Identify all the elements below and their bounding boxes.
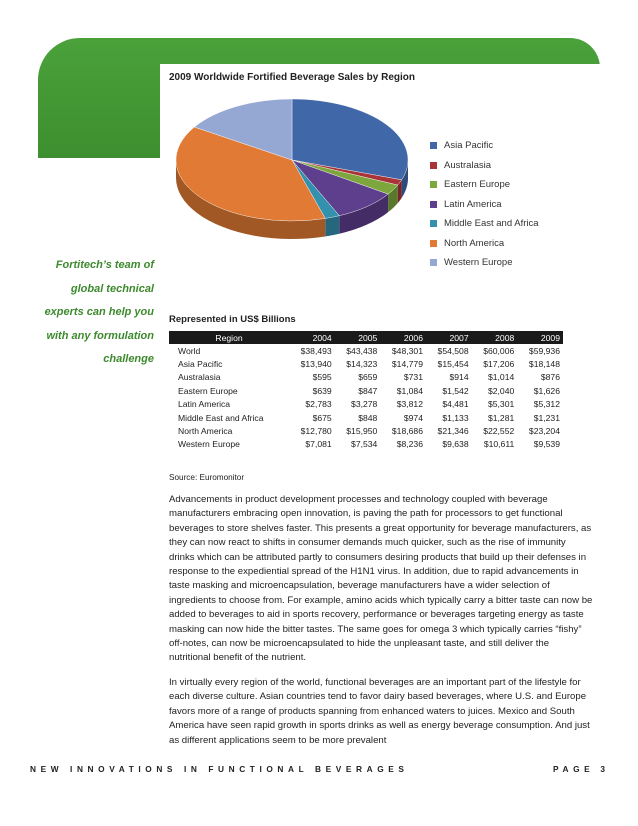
- table-cell: $1,542: [442, 385, 469, 396]
- table-cell: Middle East and Africa: [178, 412, 264, 423]
- table-cell: $847: [358, 385, 378, 396]
- table-header-cell: 2006: [380, 331, 426, 344]
- table-cell: $48,301: [391, 345, 423, 356]
- legend-item: [430, 214, 539, 234]
- table-row: [169, 384, 563, 397]
- table-cell: $3,278: [351, 399, 378, 410]
- table-cell: $7,081: [305, 439, 332, 450]
- table-cell: $974: [403, 412, 423, 423]
- table-cell: $7,534: [351, 439, 378, 450]
- table-cell: $14,779: [391, 359, 423, 370]
- legend-label: Middle East and Africa: [444, 218, 539, 230]
- legend-item: [430, 234, 539, 254]
- table-cell: $43,438: [346, 345, 378, 356]
- legend-label: Western Europe: [444, 257, 513, 269]
- legend-swatch: [430, 220, 437, 227]
- table-cell: $731: [403, 372, 423, 383]
- table-row: [169, 357, 563, 370]
- table-cell: $23,204: [528, 426, 560, 437]
- legend-swatch: [430, 142, 437, 149]
- table-header-cell: 2008: [472, 331, 518, 344]
- footer-page-label: PAGE: [553, 764, 595, 774]
- table-cell: $15,454: [437, 359, 469, 370]
- table-cell: $59,936: [528, 345, 560, 356]
- table-cell: Latin America: [178, 399, 231, 410]
- table-cell: $5,312: [533, 399, 560, 410]
- table-cell: World: [178, 345, 201, 356]
- table-cell: $639: [312, 385, 332, 396]
- table-cell: $2,783: [305, 399, 332, 410]
- legend-item: [430, 195, 539, 215]
- legend-swatch: [430, 240, 437, 247]
- legend-swatch: [430, 181, 437, 188]
- table-cell: Eastern Europe: [178, 385, 238, 396]
- table-cell: $9,638: [442, 439, 469, 450]
- table-cell: $914: [449, 372, 469, 383]
- table-cell: $876: [540, 372, 560, 383]
- pull-quote-line: experts can help you: [44, 306, 154, 318]
- pie-slice-side: [325, 216, 339, 237]
- legend-swatch: [430, 201, 437, 208]
- table-cell: $1,231: [533, 412, 560, 423]
- footer-page-number: 3: [600, 764, 605, 774]
- source-note: Source: Euromonitor: [169, 473, 245, 482]
- table-cell: $1,133: [442, 412, 469, 423]
- legend-label: Asia Pacific: [444, 140, 494, 152]
- table-cell: $18,686: [391, 426, 423, 437]
- table-cell: North America: [178, 426, 233, 437]
- table-cell: $60,006: [483, 345, 515, 356]
- legend-swatch: [430, 259, 437, 266]
- legend-label: Australasia: [444, 159, 491, 171]
- table-cell: $675: [312, 412, 332, 423]
- table-cell: $595: [312, 372, 332, 383]
- table-cell: $3,812: [396, 399, 423, 410]
- table-cell: Asia Pacific: [178, 359, 223, 370]
- table-header-cell: 2007: [426, 331, 472, 344]
- table-cell: $12,780: [300, 426, 332, 437]
- pull-quote-line: with any formulation: [46, 329, 154, 342]
- table-row: [169, 344, 563, 357]
- table-cell: $2,040: [487, 385, 515, 396]
- legend-label: Latin America: [444, 198, 502, 210]
- table-cell: Western Europe: [178, 439, 240, 450]
- table-cell: $10,611: [483, 439, 515, 450]
- table-header-cell: Region: [169, 331, 289, 344]
- table-cell: $9,539: [533, 439, 560, 450]
- pull-quote: [20, 254, 154, 372]
- table-cell: $22,552: [483, 426, 515, 437]
- paragraph: Advancements in product development processes and technology coupled with beverage manufacturers embracing open innovation, is paving the path for processors to get functional beverages to store shelves faster. This presents a great opportunity for beverage manufacturers, as they can now react to shifts in consumer demands much quicker, such as the rise of immunity drinks which can be attributed partly to consumers desiring products that build up their defenses in response to the expediential spread of the H1N1 virus. In addition, due to rapid advancements in taste masking and microencapsulation, beverage manufacturers have a wider selection of ingredients to choose from. For example, amino acids which typically carry a bitter taste can now be added to beverages to aid in sports recovery, performance or beverages targeting energy as taste masking can now hide the bitter tastes. The same goes for omega 3 which typically carries “fishy” off-notes, can now be microencapsulated to hide the unpleasant taste, and still deliver the nutritional benefit of the nutrient.: [169, 494, 593, 664]
- table-header-row: [169, 331, 563, 344]
- table-cell: $14,323: [346, 359, 378, 370]
- table-row: [169, 398, 563, 411]
- legend-label: North America: [444, 237, 505, 249]
- table-caption: Represented in US$ Billions: [169, 314, 296, 325]
- chart-legend: [430, 136, 539, 273]
- footer-page: [553, 764, 605, 774]
- table-cell: Australasia: [178, 372, 221, 383]
- table-cell: $1,626: [533, 385, 560, 396]
- article-body: [169, 493, 593, 758]
- footer-title: NEW INNOVATIONS IN FUNCTIONAL BEVERAGES: [30, 764, 409, 774]
- table-header-cell: 2004: [289, 331, 335, 344]
- chart-title: 2009 Worldwide Fortified Beverage Sales by Region: [169, 72, 416, 83]
- table-cell: $848: [358, 412, 378, 423]
- table-cell: $21,346: [437, 426, 469, 437]
- table-cell: $5,301: [487, 399, 515, 410]
- table-cell: $18,148: [528, 359, 560, 370]
- table-row: [169, 371, 563, 384]
- table-row: [169, 424, 563, 437]
- legend-item: [430, 175, 539, 195]
- table-cell: $1,084: [396, 385, 423, 396]
- table-cell: $1,281: [487, 412, 515, 423]
- table-cell: $17,206: [483, 359, 515, 370]
- pie-chart: [170, 92, 420, 267]
- paragraph: In virtually every region of the world, functional beverages are an important part of the lifestyle for each diverse culture. Asian countries tend to favor dairy based beverages, where U.S. and Europe favors more of a range of products spanning from enhanced waters to juices. Mexico and South America have seen rapid growth in sports drinks as well as energy beverage consumption. And just as different applications seem to be more prevalent: [169, 676, 590, 746]
- table-row: [169, 411, 563, 424]
- legend-swatch: [430, 162, 437, 169]
- legend-item: [430, 136, 539, 156]
- table-cell: $4,481: [442, 399, 469, 410]
- table-cell: $13,940: [300, 359, 332, 370]
- sales-table: [169, 331, 563, 451]
- table-header-cell: 2009: [517, 331, 563, 344]
- table-cell: $659: [358, 372, 378, 383]
- pull-quote-line: global technical: [70, 282, 154, 295]
- legend-item: [430, 253, 539, 273]
- table-header-cell: 2005: [335, 331, 381, 344]
- legend-item: [430, 156, 539, 176]
- table-cell: $8,236: [396, 439, 423, 450]
- table-cell: $15,950: [346, 426, 378, 437]
- table-row: [169, 438, 563, 451]
- legend-label: Eastern Europe: [444, 179, 511, 191]
- table-cell: $54,508: [437, 345, 469, 356]
- pull-quote-line: challenge: [103, 353, 154, 365]
- pull-quote-line: Fortitech’s team of: [55, 259, 154, 271]
- table-cell: $38,493: [300, 345, 332, 356]
- table-cell: $1,014: [487, 372, 515, 383]
